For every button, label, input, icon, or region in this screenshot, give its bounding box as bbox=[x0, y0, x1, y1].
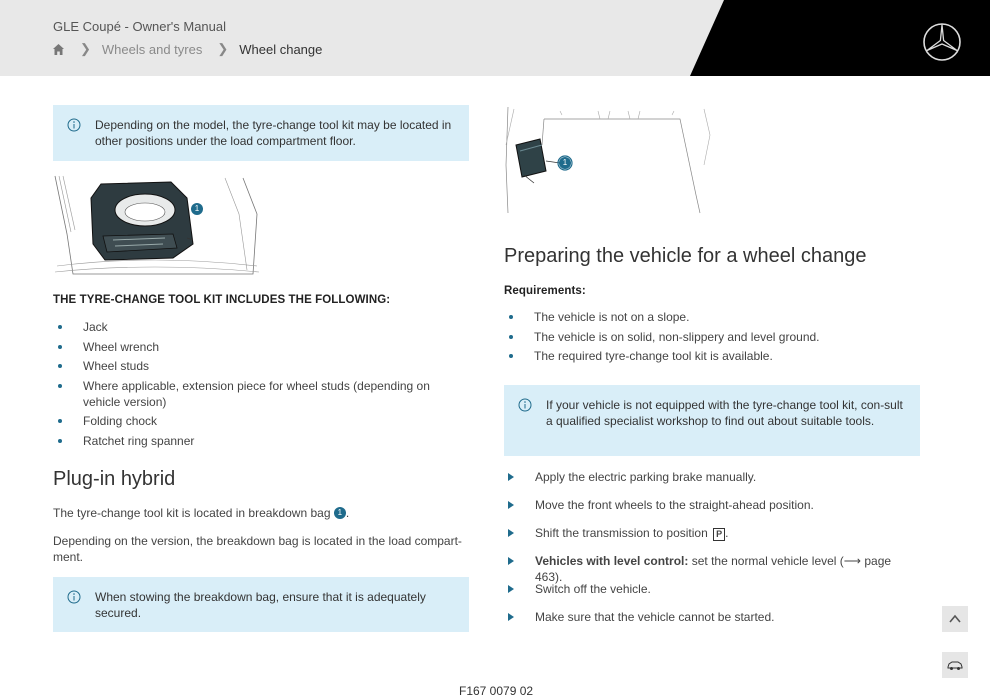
step-item: Make sure that the vehicle cannot be started. bbox=[504, 609, 920, 637]
tool-kit-illustration bbox=[53, 174, 259, 280]
steps-list bbox=[504, 469, 920, 637]
left-column bbox=[53, 105, 469, 632]
tool-kit-drawing bbox=[53, 174, 259, 280]
tool-kit-heading: THE TYRE-CHANGE TOOL KIT INCLUDES THE FOLLOWING: bbox=[53, 294, 391, 306]
header-bar bbox=[0, 0, 990, 76]
info-notice-tool-kit-location bbox=[53, 105, 469, 161]
scroll-to-top-button[interactable] bbox=[942, 606, 968, 632]
three-pointed-star-logo[interactable] bbox=[922, 22, 962, 62]
manual-title: GLE Coupé - Owner's Manual bbox=[53, 19, 227, 34]
plug-in-hybrid-heading: Plug-in hybrid bbox=[53, 467, 176, 490]
callout-badge: 1 bbox=[191, 203, 203, 215]
home-icon[interactable] bbox=[52, 43, 65, 56]
step-text: Shift the transmission to position bbox=[535, 526, 708, 540]
hybrid-paragraph-1-end: . bbox=[345, 505, 350, 520]
chevron-right-icon: ❯ bbox=[217, 41, 229, 56]
step-bold-label: Vehicles with level control: bbox=[535, 554, 689, 568]
step-item bbox=[504, 553, 920, 584]
info-icon bbox=[67, 118, 81, 132]
gear-p-symbol: P bbox=[713, 528, 725, 541]
step-end: . bbox=[725, 526, 729, 540]
step-text-page-link[interactable]: set the normal vehicle level (⟶ page 463). bbox=[535, 554, 892, 584]
step-item: Move the front wheels to the straight-ahead position. bbox=[504, 497, 920, 525]
breadcrumb-current: Wheel change bbox=[239, 41, 323, 57]
chevron-right-icon: ❯ bbox=[80, 41, 91, 56]
preparing-heading: Preparing the vehicle for a wheel change bbox=[504, 245, 867, 267]
hybrid-paragraph-1-text: The tyre-change tool kit is located in breakdown bag bbox=[53, 505, 331, 520]
requirements-label: Requirements: bbox=[504, 285, 586, 297]
breadcrumb bbox=[52, 41, 322, 57]
callout-badge: 1 bbox=[334, 507, 346, 519]
list-item: The required tyre-change tool kit is available. bbox=[504, 348, 920, 364]
list-item: Jack bbox=[53, 319, 469, 335]
list-item: Where applicable, extension piece for wheel studs (depending on vehicle version) bbox=[53, 378, 469, 410]
breakdown-bag-drawing bbox=[504, 105, 712, 215]
notice-text: Depending on the model, the tyre-change tool kit may be located in other positions under the load compartment floor. bbox=[95, 118, 452, 148]
step-item bbox=[504, 525, 920, 553]
step-item: Apply the electric parking brake manually. bbox=[504, 469, 920, 497]
step-item: Switch off the vehicle. bbox=[504, 581, 920, 609]
list-item: Wheel wrench bbox=[53, 339, 469, 355]
callout-badge: 1 bbox=[559, 157, 571, 169]
tool-kit-list bbox=[53, 319, 469, 449]
info-notice-breakdown-bag bbox=[53, 577, 469, 632]
breadcrumb-link-wheels-and-tyres[interactable]: Wheels and tyres bbox=[101, 41, 203, 57]
breakdown-bag-illustration bbox=[504, 105, 712, 215]
list-item: The vehicle is on solid, non-slippery and level ground. bbox=[504, 329, 920, 345]
list-item: The vehicle is not on a slope. bbox=[504, 309, 920, 325]
info-notice-tool-kit-missing bbox=[504, 385, 920, 456]
vehicle-view-button[interactable] bbox=[942, 652, 968, 678]
hybrid-paragraph-2: Depending on the version, the breakdown bag is located in the load compart-ment. bbox=[53, 533, 462, 564]
right-column bbox=[504, 105, 920, 637]
info-icon bbox=[518, 398, 532, 412]
list-item: Ratchet ring spanner bbox=[53, 433, 469, 449]
requirements-list bbox=[504, 309, 920, 364]
hybrid-paragraph-1 bbox=[53, 505, 469, 521]
notice-text: If your vehicle is not equipped with the tyre-change tool kit, con-sult a qualified specialist workshop to find out about suitable tools. bbox=[546, 398, 903, 428]
notice-text: When stowing the breakdown bag, ensure that it is adequately secured. bbox=[95, 589, 426, 620]
car-icon bbox=[947, 659, 963, 671]
list-item: Wheel studs bbox=[53, 358, 469, 374]
figure-code: F167 0079 02 bbox=[459, 684, 534, 698]
chevron-up-icon bbox=[948, 612, 962, 626]
info-icon bbox=[67, 590, 81, 604]
list-item: Folding chock bbox=[53, 413, 469, 429]
